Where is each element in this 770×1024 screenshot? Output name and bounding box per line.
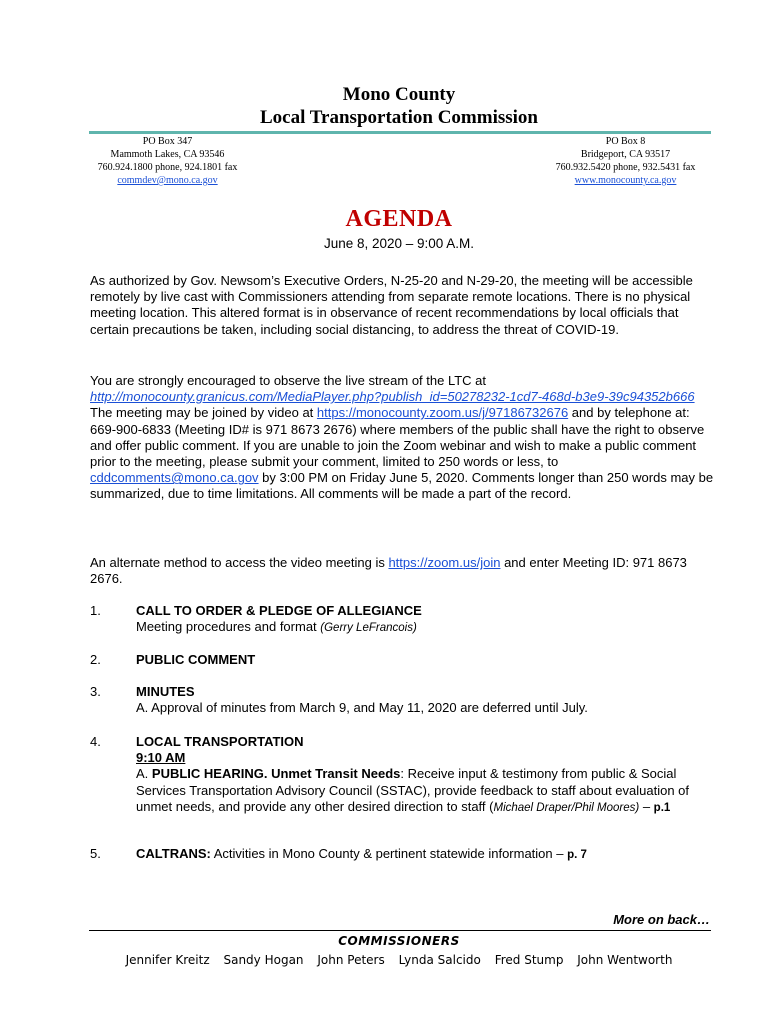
livestream-lead: You are strongly encouraged to observe the live stream of the LTC at — [90, 373, 487, 388]
left-po-box: PO Box 347 — [142, 136, 193, 147]
item-desc: Activities in Mono County & pertinent statewide information – — [210, 846, 568, 861]
commissioner-name: Jennifer Kreitz — [125, 953, 210, 967]
right-phone: 760.932.5420 phone, 932.5431 fax — [555, 162, 696, 173]
video-paragraph — [90, 405, 718, 502]
commissioners-title: COMMISSIONERS — [338, 934, 460, 948]
item-number: 3. — [90, 684, 101, 699]
website-link[interactable]: www.monocounty.ca.gov — [574, 175, 677, 186]
intro-paragraph: As authorized by Gov. Newsom’s Executive Orders, N-25-20 and N-29-20, the meeting will be accessible remotely by live cast with Commissioners attending from separate remote locations. There is no physical meeting location. This altered format is in observance of recent recommendations by local officials that certain precautions be taken, including social distancing, to address the threat of COVID-19. — [90, 273, 693, 337]
right-po-box: PO Box 8 — [605, 136, 646, 147]
alternate-access-paragraph — [90, 555, 718, 587]
item-title: MINUTES — [136, 684, 195, 699]
item-title: PUBLIC COMMENT — [136, 652, 256, 667]
commissioner-name: John Peters — [317, 953, 385, 967]
right-city: Bridgeport, CA 93517 — [580, 149, 671, 160]
video-lead: The meeting may be joined by video at — [90, 405, 317, 421]
left-address — [80, 135, 255, 187]
sub-item-presenter: Michael Draper/Phil Moores) — [493, 801, 640, 814]
zoom-join-link[interactable]: https://zoom.us/join — [388, 555, 501, 570]
item-number: 2. — [90, 652, 101, 667]
org-subtitle: Local Transportation Commission — [260, 107, 538, 128]
sub-item — [136, 766, 718, 816]
org-name: Mono County — [342, 84, 456, 105]
email-link[interactable]: commdev@mono.ca.gov — [117, 175, 218, 186]
item-number: 5. — [90, 846, 101, 861]
sub-item-title: PUBLIC HEARING. Unmet Transit Needs — [151, 766, 401, 782]
remote-access-paragraph — [90, 373, 718, 503]
footer-divider — [89, 930, 711, 931]
commissioner-name: Lynda Salcido — [398, 953, 481, 967]
item-title: LOCAL TRANSPORTATION — [136, 734, 304, 749]
sub-item-letter: A. — [136, 766, 152, 782]
header-divider — [89, 131, 711, 134]
comment-email-link[interactable]: cddcomments@mono.ca.gov — [90, 470, 259, 486]
sub-item-desc: : Receive input & testimony from public & Social Services Transportation Advisory Council (SSTAC), provide feedback to staff about evaluation of unmet needs, and provide any other desired direction to staff ( — [136, 766, 690, 814]
commissioner-name: Sandy Hogan — [223, 953, 304, 967]
livestream-link[interactable]: http://monocounty.granicus.com/MediaPlayer.php?publish_id=50278232-1cd7-468d-b3e9-39c94352b666 — [90, 389, 695, 405]
agenda-date: June 8, 2020 – 9:00 A.M. — [323, 236, 475, 251]
item-number: 4. — [90, 734, 101, 749]
zoom-link[interactable]: https://monocounty.zoom.us/j/97186732676 — [316, 405, 569, 421]
left-phone: 760.924.1800 phone, 924.1801 fax — [97, 162, 238, 173]
sub-item-page: p.1 — [653, 801, 671, 814]
left-city: Mammoth Lakes, CA 93546 — [110, 149, 225, 160]
item-time: 9:10 AM — [136, 750, 186, 766]
commissioner-name: Fred Stump — [494, 953, 564, 967]
item-number: 1. — [90, 603, 101, 618]
item-desc: A. Approval of minutes from March 9, and May 11, 2020 are deferred until July. — [136, 700, 588, 716]
commissioner-name: John Wentworth — [577, 953, 673, 967]
item-title: CALTRANS: — [136, 846, 211, 861]
item-title: CALL TO ORDER & PLEDGE OF ALLEGIANCE — [136, 603, 422, 618]
video-tail: by 3:00 PM on Friday June 5, 2020. Comments longer than 250 words may be summarized, due to time limitations. All comments will be made a part of the record. — [90, 470, 714, 502]
video-mid: and by telephone at: 669-900-6833 (Meeting ID# is 971 8673 2676) where members of the public shall have the right to observe and offer public comment. If you are unable to join the Zoom webinar and wish to make a public comment prior to the meeting, please submit your comment, limited to 250 words or less, to — [90, 405, 705, 470]
item-presenter: (Gerry LeFrancois) — [320, 622, 417, 635]
right-address — [538, 135, 713, 187]
more-on-back: More on back… — [613, 912, 710, 927]
sub-item-page-sep: – — [639, 798, 654, 814]
agenda-title: AGENDA — [345, 206, 453, 232]
item-page: p. 7 — [567, 849, 587, 861]
alt-lead: An alternate method to access the video meeting is — [90, 555, 389, 570]
alt-tail: and enter Meeting ID: 971 8673 2676. — [90, 555, 687, 587]
commissioners-list — [0, 953, 770, 967]
item-desc: Meeting procedures and format — [136, 619, 321, 635]
